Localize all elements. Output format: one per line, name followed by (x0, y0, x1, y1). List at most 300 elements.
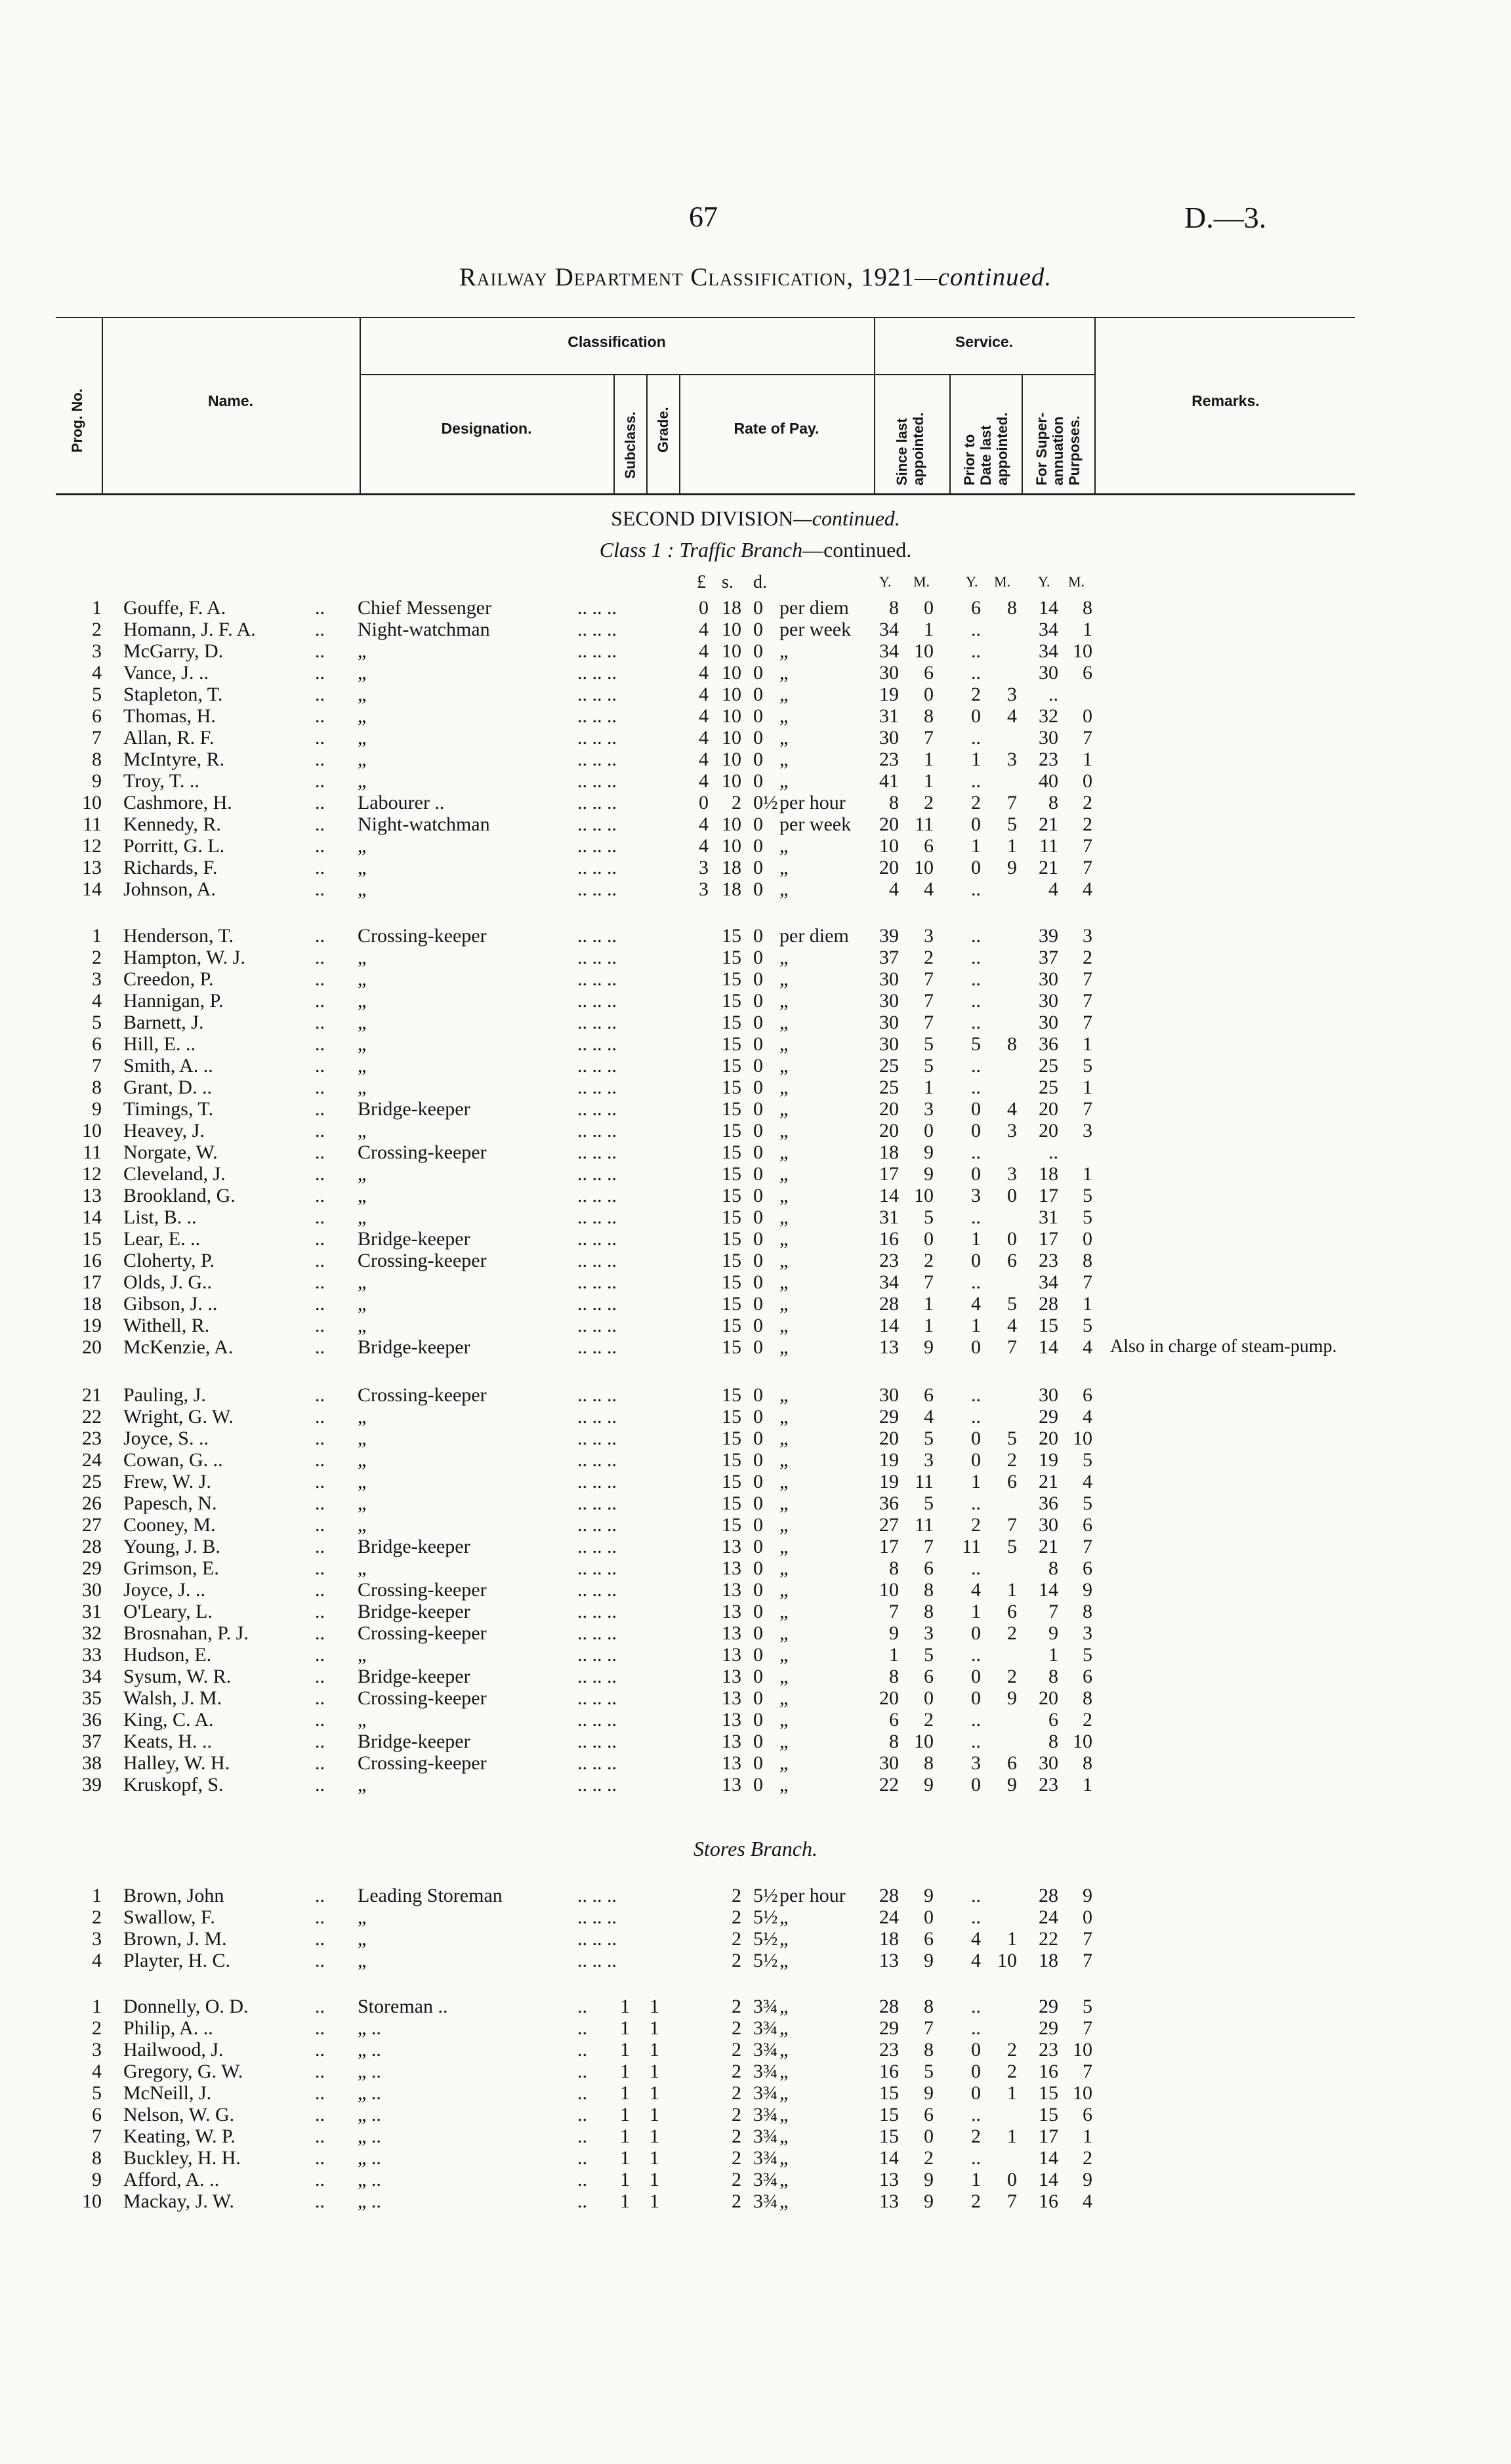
row-prior-months: 3 (1007, 749, 1017, 770)
row-pay-pence: 0 (753, 619, 763, 640)
row-pay-pence: 0 (753, 662, 763, 684)
row-prior-months: 1 (1007, 1579, 1017, 1601)
row-prior-months: 9 (1007, 857, 1017, 878)
row-name: Buckley, H. H. (123, 2147, 241, 2169)
row-pay-shillings: 15 (722, 1228, 741, 1250)
row-prior-years: .. (971, 878, 981, 900)
row-pay-period: „ (779, 1293, 789, 1315)
row-prior-months: 8 (1007, 1033, 1017, 1055)
row-name: Timings, T. (123, 1098, 214, 1120)
row-leader-dots-2: .. .. .. (577, 770, 617, 792)
table-row (0, 1163, 1511, 1185)
row-pay-shillings: 15 (722, 1206, 741, 1228)
row-pay-period: „ (779, 2147, 789, 2169)
row-designation: „ (358, 857, 367, 878)
row-super-years: 23 (1039, 1774, 1058, 1796)
row-pay-period: „ (779, 878, 789, 900)
row-pay-period: „ (779, 684, 789, 705)
row-super-years: 4 (1048, 878, 1058, 900)
row-super-months: 3 (1083, 925, 1092, 947)
table-row (0, 1774, 1511, 1796)
row-leader-dots-2: .. .. .. (577, 1601, 617, 1622)
col-rule-designation (613, 374, 615, 494)
row-prior-years: 1 (971, 1601, 981, 1622)
row-pay-pence: 3¾ (753, 2147, 778, 2169)
row-leader-dots: .. (315, 1601, 325, 1622)
row-pay-pounds: 4 (699, 684, 709, 705)
row-super-years: 7 (1048, 1601, 1058, 1622)
row-group-stores-b (0, 1996, 1511, 2212)
row-designation: „ (358, 1185, 367, 1206)
row-leader-dots-2: .. .. .. (577, 1427, 617, 1449)
row-designation: „ .. (358, 2147, 381, 2169)
row-prog-no: 4 (92, 662, 102, 684)
row-prog-no: 39 (82, 1774, 102, 1796)
row-prog-no: 20 (82, 1336, 102, 1358)
row-pay-period: „ (779, 1774, 789, 1796)
row-prior-months: 2 (1007, 1622, 1017, 1644)
row-designation: „ (358, 1709, 367, 1731)
row-since-months: 7 (924, 1271, 934, 1293)
row-pay-period: „ (779, 1928, 789, 1950)
table-row (0, 947, 1511, 968)
row-prior-years: 2 (971, 684, 981, 705)
row-prog-no: 9 (92, 770, 102, 792)
row-leader-dots: .. (315, 1185, 325, 1206)
row-super-years: 30 (1039, 1752, 1058, 1774)
row-designation: Crossing-keeper (358, 1752, 487, 1774)
row-since-years: 30 (879, 1033, 899, 1055)
row-name: Stapleton, T. (123, 684, 223, 705)
row-name: Gouffe, F. A. (123, 597, 226, 619)
row-name: Smith, A. .. (123, 1055, 213, 1077)
row-name: Swallow, F. (123, 1906, 215, 1928)
row-leader-dots-2: .. .. .. (577, 1271, 617, 1293)
row-leader-dots-2: .. .. .. (577, 749, 617, 770)
row-super-years: 20 (1039, 1687, 1058, 1709)
row-since-years: 14 (879, 1185, 899, 1206)
row-prior-months: 3 (1007, 1120, 1017, 1141)
row-subclass: 1 (620, 2061, 630, 2082)
row-grade: 1 (650, 1996, 659, 2017)
header-prior-to-date: Prior to Date last appointed. (961, 412, 1010, 485)
row-name: Hailwood, J. (123, 2039, 224, 2061)
row-prior-years: .. (971, 1731, 981, 1752)
row-pay-pence: 0 (753, 640, 763, 662)
row-prior-years: 1 (971, 835, 981, 857)
row-since-years: 24 (879, 1906, 899, 1928)
row-pay-period: „ (779, 1536, 789, 1557)
row-super-months: 2 (1083, 792, 1092, 813)
row-pay-pounds: 4 (699, 749, 709, 770)
row-pay-shillings: 18 (722, 857, 741, 878)
row-since-years: 14 (879, 2147, 899, 2169)
row-pay-shillings: 10 (722, 684, 741, 705)
row-prior-months: 10 (997, 1950, 1017, 1971)
table-row (0, 1228, 1511, 1250)
row-super-months: 6 (1083, 1557, 1092, 1579)
row-leader-dots: .. (315, 1315, 325, 1336)
row-since-months: 5 (924, 1644, 934, 1666)
row-pay-pence: 0 (753, 1315, 763, 1336)
row-prog-no: 9 (92, 1098, 102, 1120)
table-row (0, 1141, 1511, 1163)
row-pay-period: „ (779, 1163, 789, 1185)
row-super-months: 10 (1073, 640, 1092, 662)
row-prior-years: 4 (971, 1950, 981, 1971)
row-pay-pence: 3¾ (753, 1996, 778, 2017)
row-name: Philip, A. .. (123, 2017, 213, 2039)
row-super-years: .. (1048, 1141, 1058, 1163)
row-super-months: 2 (1083, 947, 1092, 968)
header-bottom-rule (56, 493, 1355, 495)
row-designation: Bridge-keeper (358, 1731, 470, 1752)
row-super-years: 21 (1039, 813, 1058, 835)
row-prior-years: .. (971, 990, 981, 1012)
row-pay-shillings: 15 (722, 1120, 741, 1141)
row-name: Halley, W. H. (123, 1752, 230, 1774)
row-pay-shillings: 2 (732, 2190, 741, 2212)
header-name: Name. (207, 392, 254, 409)
row-pay-shillings: 2 (732, 2039, 741, 2061)
row-pay-period: „ (779, 1996, 789, 2017)
row-pay-period: per hour (779, 1885, 846, 1906)
row-name: List, B. .. (123, 1206, 197, 1228)
row-pay-pence: 5½ (753, 1928, 778, 1950)
header-rate-of-pay: Rate of Pay. (734, 420, 819, 437)
row-leader-dots: .. (315, 2082, 325, 2104)
row-super-years: 14 (1039, 1579, 1058, 1601)
row-pay-pence: 0 (753, 857, 763, 878)
row-pay-pence: 0 (753, 925, 763, 947)
row-group-traffic-b (0, 925, 1511, 1358)
row-since-years: 30 (879, 968, 899, 990)
row-name: Hill, E. .. (123, 1033, 196, 1055)
row-since-years: 25 (879, 1055, 899, 1077)
row-leader-dots: .. (315, 1579, 325, 1601)
table-row (0, 1996, 1511, 2017)
row-prog-no: 33 (82, 1644, 102, 1666)
row-pay-pence: 0 (753, 1163, 763, 1185)
row-prior-months: 2 (1007, 2039, 1017, 2061)
row-subclass: 1 (620, 2169, 630, 2190)
row-super-years: 16 (1039, 2190, 1058, 2212)
row-designation: „ .. (358, 2169, 381, 2190)
row-since-months: 10 (914, 640, 934, 662)
header-service: Service. (955, 333, 1014, 350)
row-leader-dots: .. (315, 619, 325, 640)
row-designation: „ (358, 749, 367, 770)
row-prior-years: 0 (971, 1336, 981, 1358)
row-leader-dots-2: .. .. .. (577, 1077, 617, 1098)
row-subclass: 1 (620, 2147, 630, 2169)
row-pay-pence: 0 (753, 1228, 763, 1250)
row-pay-shillings: 15 (722, 1427, 741, 1449)
row-pay-pence: 0 (753, 1336, 763, 1358)
row-pay-pence: 0 (753, 1622, 763, 1644)
row-pay-pence: 0 (753, 1752, 763, 1774)
row-leader-dots-2: .. .. .. (577, 1055, 617, 1077)
row-super-months: 1 (1083, 2125, 1092, 2147)
table-row (0, 597, 1511, 619)
row-since-years: 23 (879, 2039, 899, 2061)
row-since-years: 17 (879, 1163, 899, 1185)
row-leader-dots: .. (315, 1536, 325, 1557)
row-leader-dots: .. (315, 1774, 325, 1796)
row-name: Keats, H. .. (123, 1731, 212, 1752)
row-since-years: 8 (889, 792, 899, 813)
header-subclass: Subclass. (622, 411, 638, 479)
row-prior-months: 1 (1007, 835, 1017, 857)
unit-pence: d. (753, 572, 767, 592)
row-super-years: 40 (1039, 770, 1058, 792)
row-pay-shillings: 2 (732, 1928, 741, 1950)
row-grade: 1 (650, 2147, 659, 2169)
table-row (0, 792, 1511, 813)
row-pay-shillings: 15 (722, 1471, 741, 1492)
row-since-years: 30 (879, 727, 899, 749)
row-super-years: 36 (1039, 1492, 1058, 1514)
row-prior-years: 4 (971, 1579, 981, 1601)
row-since-months: 8 (924, 705, 934, 727)
row-since-years: 20 (879, 1687, 899, 1709)
row-remarks: Also in charge of steam-pump. (1110, 1336, 1337, 1357)
row-pay-shillings: 15 (722, 1185, 741, 1206)
row-prog-no: 5 (92, 1012, 102, 1033)
row-name: Joyce, J. .. (123, 1579, 205, 1601)
row-pay-pence: 0 (753, 1077, 763, 1098)
row-name: Kruskopf, S. (123, 1774, 224, 1796)
row-pay-pence: 3¾ (753, 2039, 778, 2061)
row-prior-months: 6 (1007, 1601, 1017, 1622)
row-prior-years: .. (971, 1055, 981, 1077)
row-leader-dots: .. (315, 1644, 325, 1666)
row-prog-no: 23 (82, 1427, 102, 1449)
row-grade: 1 (650, 2104, 659, 2125)
table-row (0, 1055, 1511, 1077)
row-pay-period: „ (779, 2017, 789, 2039)
row-prog-no: 3 (92, 2039, 102, 2061)
row-leader-dots-2: .. .. .. (577, 1536, 617, 1557)
row-super-months: 7 (1083, 857, 1092, 878)
row-name: Wright, G. W. (123, 1406, 234, 1427)
row-super-years: 34 (1039, 1271, 1058, 1293)
table-row (0, 2017, 1511, 2039)
row-name: Young, J. B. (123, 1536, 220, 1557)
row-designation: Night-watchman (358, 813, 490, 835)
row-since-months: 1 (924, 1293, 934, 1315)
row-prior-years: .. (971, 1271, 981, 1293)
table-row (0, 1315, 1511, 1336)
row-prior-years: .. (971, 640, 981, 662)
row-leader-dots-2: .. .. .. (577, 1579, 617, 1601)
row-pay-shillings: 15 (722, 1293, 741, 1315)
table-row (0, 1885, 1511, 1906)
row-since-months: 7 (924, 1536, 934, 1557)
row-designation: „ .. (358, 2082, 381, 2104)
stores-branch-label: Stores Branch. (693, 1837, 818, 1860)
row-leader-dots: .. (315, 705, 325, 727)
row-leader-dots: .. (315, 727, 325, 749)
row-leader-dots-2: .. .. .. (577, 1384, 617, 1406)
row-since-years: 34 (879, 1271, 899, 1293)
row-prog-no: 24 (82, 1449, 102, 1471)
row-leader-dots-2: .. .. .. (577, 1471, 617, 1492)
row-super-years: 6 (1048, 1709, 1058, 1731)
row-leader-dots-2: .. .. .. (577, 1449, 617, 1471)
branch-name: Traffic Branch (679, 538, 803, 562)
row-pay-period: „ (779, 1077, 789, 1098)
row-pay-period: „ (779, 2061, 789, 2082)
col-rule-subclass (646, 374, 648, 494)
row-leader-dots: .. (315, 1666, 325, 1687)
row-pay-period: „ (779, 2082, 789, 2104)
row-designation: „ (358, 1514, 367, 1536)
row-super-months: 1 (1083, 1293, 1092, 1315)
row-super-months: 8 (1083, 597, 1092, 619)
header-mid-rule (360, 374, 1094, 375)
row-pay-shillings: 10 (722, 835, 741, 857)
row-leader-dots: .. (315, 2190, 325, 2212)
row-since-years: 20 (879, 1120, 899, 1141)
row-super-months: 8 (1083, 1752, 1092, 1774)
row-since-months: 9 (924, 2169, 934, 2190)
row-prior-months: 0 (1007, 1185, 1017, 1206)
row-pay-period: „ (779, 1492, 789, 1514)
row-prog-no: 32 (82, 1622, 102, 1644)
row-prior-years: 11 (962, 1536, 981, 1557)
row-leader-dots: .. (315, 1077, 325, 1098)
row-super-months: 7 (1083, 2061, 1092, 2082)
row-since-months: 7 (924, 2017, 934, 2039)
row-since-months: 1 (924, 1077, 934, 1098)
row-pay-period: „ (779, 727, 789, 749)
row-pay-pence: 0 (753, 1206, 763, 1228)
row-pay-pounds: 4 (699, 813, 709, 835)
row-leader-dots: .. (315, 857, 325, 878)
row-prog-no: 3 (92, 640, 102, 662)
row-super-years: 8 (1048, 1557, 1058, 1579)
row-super-years: 8 (1048, 1731, 1058, 1752)
row-since-months: 8 (924, 1601, 934, 1622)
row-since-years: 10 (879, 1579, 899, 1601)
table-row (0, 1077, 1511, 1098)
row-super-months: 6 (1083, 662, 1092, 684)
row-pay-period: per diem (779, 597, 849, 619)
row-leader-dots: .. (315, 1622, 325, 1644)
row-pay-pence: 0 (753, 968, 763, 990)
row-leader-dots-2: .. .. .. (577, 1293, 617, 1315)
row-prior-months: 8 (1007, 597, 1017, 619)
table-row (0, 705, 1511, 727)
row-since-months: 3 (924, 1449, 934, 1471)
row-since-months: 0 (924, 1906, 934, 1928)
row-pay-period: „ (779, 1033, 789, 1055)
table-row (0, 878, 1511, 900)
row-since-years: 6 (889, 1709, 899, 1731)
row-pay-pence: 0 (753, 1514, 763, 1536)
row-since-months: 8 (924, 1752, 934, 1774)
row-leader-dots: .. (315, 792, 325, 813)
row-super-years: 22 (1039, 1928, 1058, 1950)
row-prog-no: 6 (92, 1033, 102, 1055)
row-super-years: 17 (1039, 1228, 1058, 1250)
row-leader-dots: .. (315, 1206, 325, 1228)
table-row (0, 1492, 1511, 1514)
row-super-years: 14 (1039, 2169, 1058, 2190)
col-rule-since (949, 374, 951, 494)
table-row (0, 1471, 1511, 1492)
row-name: Cooney, M. (123, 1514, 216, 1536)
row-leader-dots-2: .. .. .. (577, 705, 617, 727)
row-prog-no: 13 (82, 1185, 102, 1206)
row-super-years: 21 (1039, 857, 1058, 878)
row-designation: Bridge-keeper (358, 1098, 470, 1120)
row-prog-no: 35 (82, 1687, 102, 1709)
row-designation: „ (358, 968, 367, 990)
row-leader-dots: .. (315, 1293, 325, 1315)
row-leader-dots: .. (315, 2147, 325, 2169)
row-pay-pounds: 4 (699, 770, 709, 792)
header-superannuation: For Super- annuation Purposes. (1033, 412, 1083, 485)
unit-shillings: s. (722, 572, 734, 592)
row-super-months: 0 (1083, 705, 1092, 727)
row-pay-period: „ (779, 1185, 789, 1206)
row-leader-dots: .. (315, 1228, 325, 1250)
row-leader-dots: .. (315, 2061, 325, 2082)
row-since-months: 1 (924, 770, 934, 792)
row-prior-years: 2 (971, 2190, 981, 2212)
row-super-years: 18 (1039, 1950, 1058, 1971)
row-name: O'Leary, L. (123, 1601, 213, 1622)
table-row (0, 662, 1511, 684)
row-prog-no: 11 (83, 1141, 102, 1163)
division-title (0, 506, 1511, 531)
row-prior-months: 7 (1007, 792, 1017, 813)
row-prior-months: 4 (1007, 1098, 1017, 1120)
row-since-years: 16 (879, 2061, 899, 2082)
row-subclass: 1 (620, 2082, 630, 2104)
row-prior-years: 3 (971, 1752, 981, 1774)
row-designation: Night-watchman (358, 619, 490, 640)
row-prior-years: .. (971, 1557, 981, 1579)
row-super-years: 30 (1039, 727, 1058, 749)
row-designation: „ (358, 727, 367, 749)
row-since-months: 0 (924, 1120, 934, 1141)
row-prog-no: 29 (82, 1557, 102, 1579)
row-designation: Crossing-keeper (358, 1622, 487, 1644)
row-since-months: 6 (924, 662, 934, 684)
row-leader-dots-2: .. .. .. (577, 1406, 617, 1427)
row-designation: Bridge-keeper (358, 1666, 470, 1687)
table-row (0, 1752, 1511, 1774)
row-name: McGarry, D. (123, 640, 224, 662)
row-name: Brown, J. M. (123, 1928, 227, 1950)
table-row (0, 749, 1511, 770)
row-prior-years: .. (971, 1906, 981, 1928)
row-pay-shillings: 13 (722, 1709, 741, 1731)
row-pay-period: „ (779, 1206, 789, 1228)
row-super-years: 30 (1039, 1384, 1058, 1406)
row-pay-period: „ (779, 2169, 789, 2190)
table-row (0, 925, 1511, 947)
row-designation: „ (358, 1950, 367, 1971)
row-designation: Bridge-keeper (358, 1228, 470, 1250)
row-super-months: 7 (1083, 1950, 1092, 1971)
row-pay-shillings: 15 (722, 1250, 741, 1271)
row-prog-no: 15 (82, 1228, 102, 1250)
table-row (0, 1120, 1511, 1141)
